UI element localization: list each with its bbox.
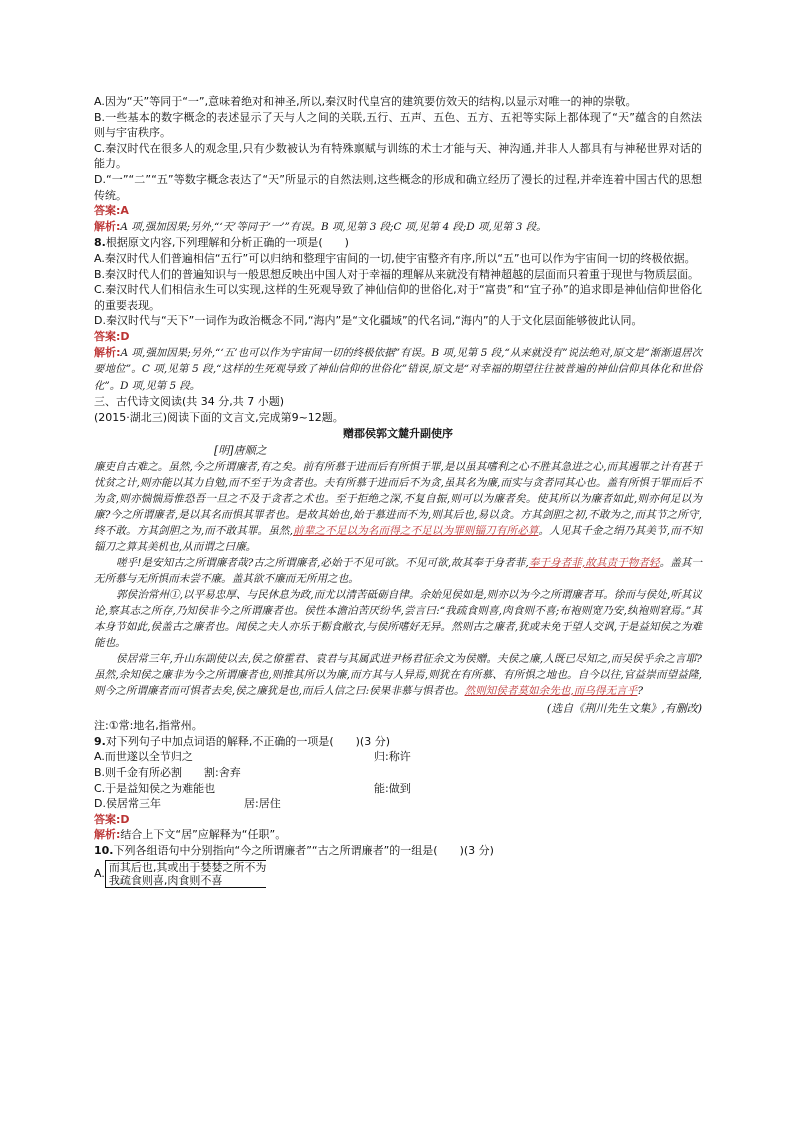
q9-stem: 9.对下列句子中加点词语的解释,不正确的一项是( )(3 分) [94,734,390,748]
q10-option-a: A. 而其后也,其或出于婪婪之所不为 我疏食则喜,肉食则不喜 [94,860,267,887]
option-brace: 而其后也,其或出于婪婪之所不为 我疏食则喜,肉食则不喜 [105,860,267,888]
document-page [94,94,702,888]
passage-note: 注:①常:地名,指常州。 [94,719,203,733]
q7-option-b: B.一些基本的数字概念的表述显示了天与人之间的关联,五行、五声、五色、五方、五祀等实际上都体现了“天”蕴含的自然法则与宇宙秩序。 [94,110,702,140]
q7-option-c: C.秦汉时代在很多人的观念里,只有少数被认为有特殊禀赋与训练的术士才能与天、神沟通,并非人人都具有与神秘世界对话的能力。 [94,141,702,171]
q9-option-d: D.侯居常三年 居:居住 [94,797,281,811]
passage-paragraph-2: 嗟乎!是安知古之所谓廉者哉?古之所谓廉者,必始于不见可欲。不见可欲,故其奉于身者菲,奉于身者菲,故其责于物者轻。盖其一无所慕与无所惧而未尝不廉。盖其欲不廉而无所用之也。 [94,556,702,585]
q7-answer: 答案:A [94,204,129,218]
q9-option-c: C.于是益知侯之为难能也 能:做到 [94,781,411,795]
passage-paragraph-4: 侯居常三年,升山东副使以去,侯之僚霍君、袁君与其属武进尹杨君征余文为侯赠。夫侯之廉,人既已尽知之,而吴侯乎余之言耶?虽然,余知侯之廉非为今之所谓廉者也,则推其所以为廉,而方其与人异焉,则犹在有所慕、有所惧之地也。自今以往,官益崇而望益隆,则今之所谓廉者而可惧者去矣,侯之廉犹是也,而后人信之曰:侯果非慕与惧者也。然则知侯者莫如余先也,而乌得无言乎? [94,652,702,697]
section-intro: (2015·湖北三)阅读下面的文言文,完成第9~12题。 [94,410,344,424]
passage-paragraph-1: 廉吏自古难之。虽然,今之所谓廉者,有之矣。前有所慕于进而后有所惧于罪,是以虽其嗜利之心不胜其急进之心,而其遏罪之计有甚于忧贫之计,则亦能以其力自勉,而不至于为贪者也。夫有所慕于进而后不为贪,虽其名为廉,而实与贪者同其心也。盖有所惧于罪而后不为贪,则亦惴惴焉惟恐吾一旦之不及于贪者之术也。至于拒绝之深,不复自振,则可以为廉者矣。使其所以为廉者如此,则亦何足以为廉?今之所谓廉者,是以其名而惧其罪者也。是故其始也,始于慕进而不为,则其后也,易以贪。方其剑胆之初,不敢为之,而其节之所守,终不敢。方其剑胆之为,而不敢其罪。虽然,前辈之不足以为名而得之不足以为罪则锱刀有所必算。人见其千金之绢乃其美节,而不知锱刀之算其美机也,从而谓之曰廉。 [94,460,703,553]
q9-answer: 答案:D [94,812,130,826]
q8-answer: 答案:D [94,329,130,343]
q9-option-a: A.而世遂以全节归之 归:称许 [94,750,411,764]
q8-option-b: B.秦汉时代人们的普遍知识与一般思想反映出中国人对于幸福的理解从来就没有精神超越的层面而只着重于现世与物质层面。 [94,267,700,281]
q8-option-c: C.秦汉时代人们相信永生可以实现,这样的生死观导致了神仙信仰的世俗化,对于“富贵”和“宜子孙”的追求即是神仙信仰世俗化的重要表现。 [94,283,702,312]
section-heading: 三、古代诗文阅读(共 34 分,共 7 小题) [94,395,285,409]
passage-author: [明]唐顺之 [214,444,267,458]
q8-option-d: D.秦汉时代与“天下”一词作为政治概念不同,“海内”是“文化疆域”的代名词,“海内”的人于文化层面能够彼此认同。 [94,314,643,328]
q7-option-d: D.“一”“二”“五”等数字概念表达了“天”所显示的自然法则,这些概念的形成和确立经历了漫长的过程,并牵连着中国古代的思想传统。 [94,172,702,202]
q8-explanation: 解析:A 项,强加因果;另外,“‘五’也可以作为宇宙间一切的终极依据”有误。B 项,见第 5 段,“从来就没有”说法绝对,原文是“渐渐退居次要地位”。C 项,见第 5 段,“这样的生死观导致了神仙信仰的世俗化”错误,原文是“对幸福的期望往往被普遍的神仙信仰具体化和世俗化”。D 项,见第 5 段。 [94,345,703,392]
passage-title: 赠郡侯郭文麓升副使序 [343,427,453,441]
q7-explanation: 解析:A 项,强加因果;另外,“‘天’等同于‘一’”有误。B 项,见第 3 段;C 项,见第 4 段;D 项,见第 3 段。 [94,219,547,233]
q9-explanation: 解析:结合上下文“居”应解释为“任职”。 [94,828,287,842]
q7-option-a: A.因为“天”等同于“一”,意味着绝对和神圣,所以,秦汉时代皇宫的建筑要仿效天的结构,以显示对唯一的神的崇敬。 [94,95,637,108]
q8-option-a: A.秦汉时代人们普遍相信“五行”可以归纳和整理宇宙间的一切,使宇宙整齐有序,所以“五”也可以作为宇宙间一切的终极依据。 [94,251,696,265]
q9-option-b: B.则千金有所必割 割:舍弃 [94,766,241,780]
q8-stem: 8.根据原文内容,下列理解和分析正确的一项是( ) [94,236,349,250]
passage-source: (选自《荆川先生文集》,有删改) [546,701,702,715]
q10-stem: 10.下列各组语句中分别指向“今之所谓廉者”“古之所谓廉者”的一组是( )(3 分) [94,844,494,857]
passage-paragraph-3: 郭侯治常州①,以平易忠厚、与民休息为政,而尤以清苦砥砺自律。余始见侯如是,则亦以为今之所谓廉者耳。徐而与侯处,听其议论,察其志之所存,乃知侯非今之所谓廉者也。侯性本澹泊苦厌纷华,尝言曰:“我疏食则喜,肉食则不喜;布袍则宽乃安,纨袍则窘焉。”其本身节如此,侯盖古之廉者也。闻侯之夫人亦乐于粝食敝衣,与侯所嗜好无异。然则古之廉者,犹或未免于望人交讽,于是益知侯之为难能也。 [94,588,702,649]
